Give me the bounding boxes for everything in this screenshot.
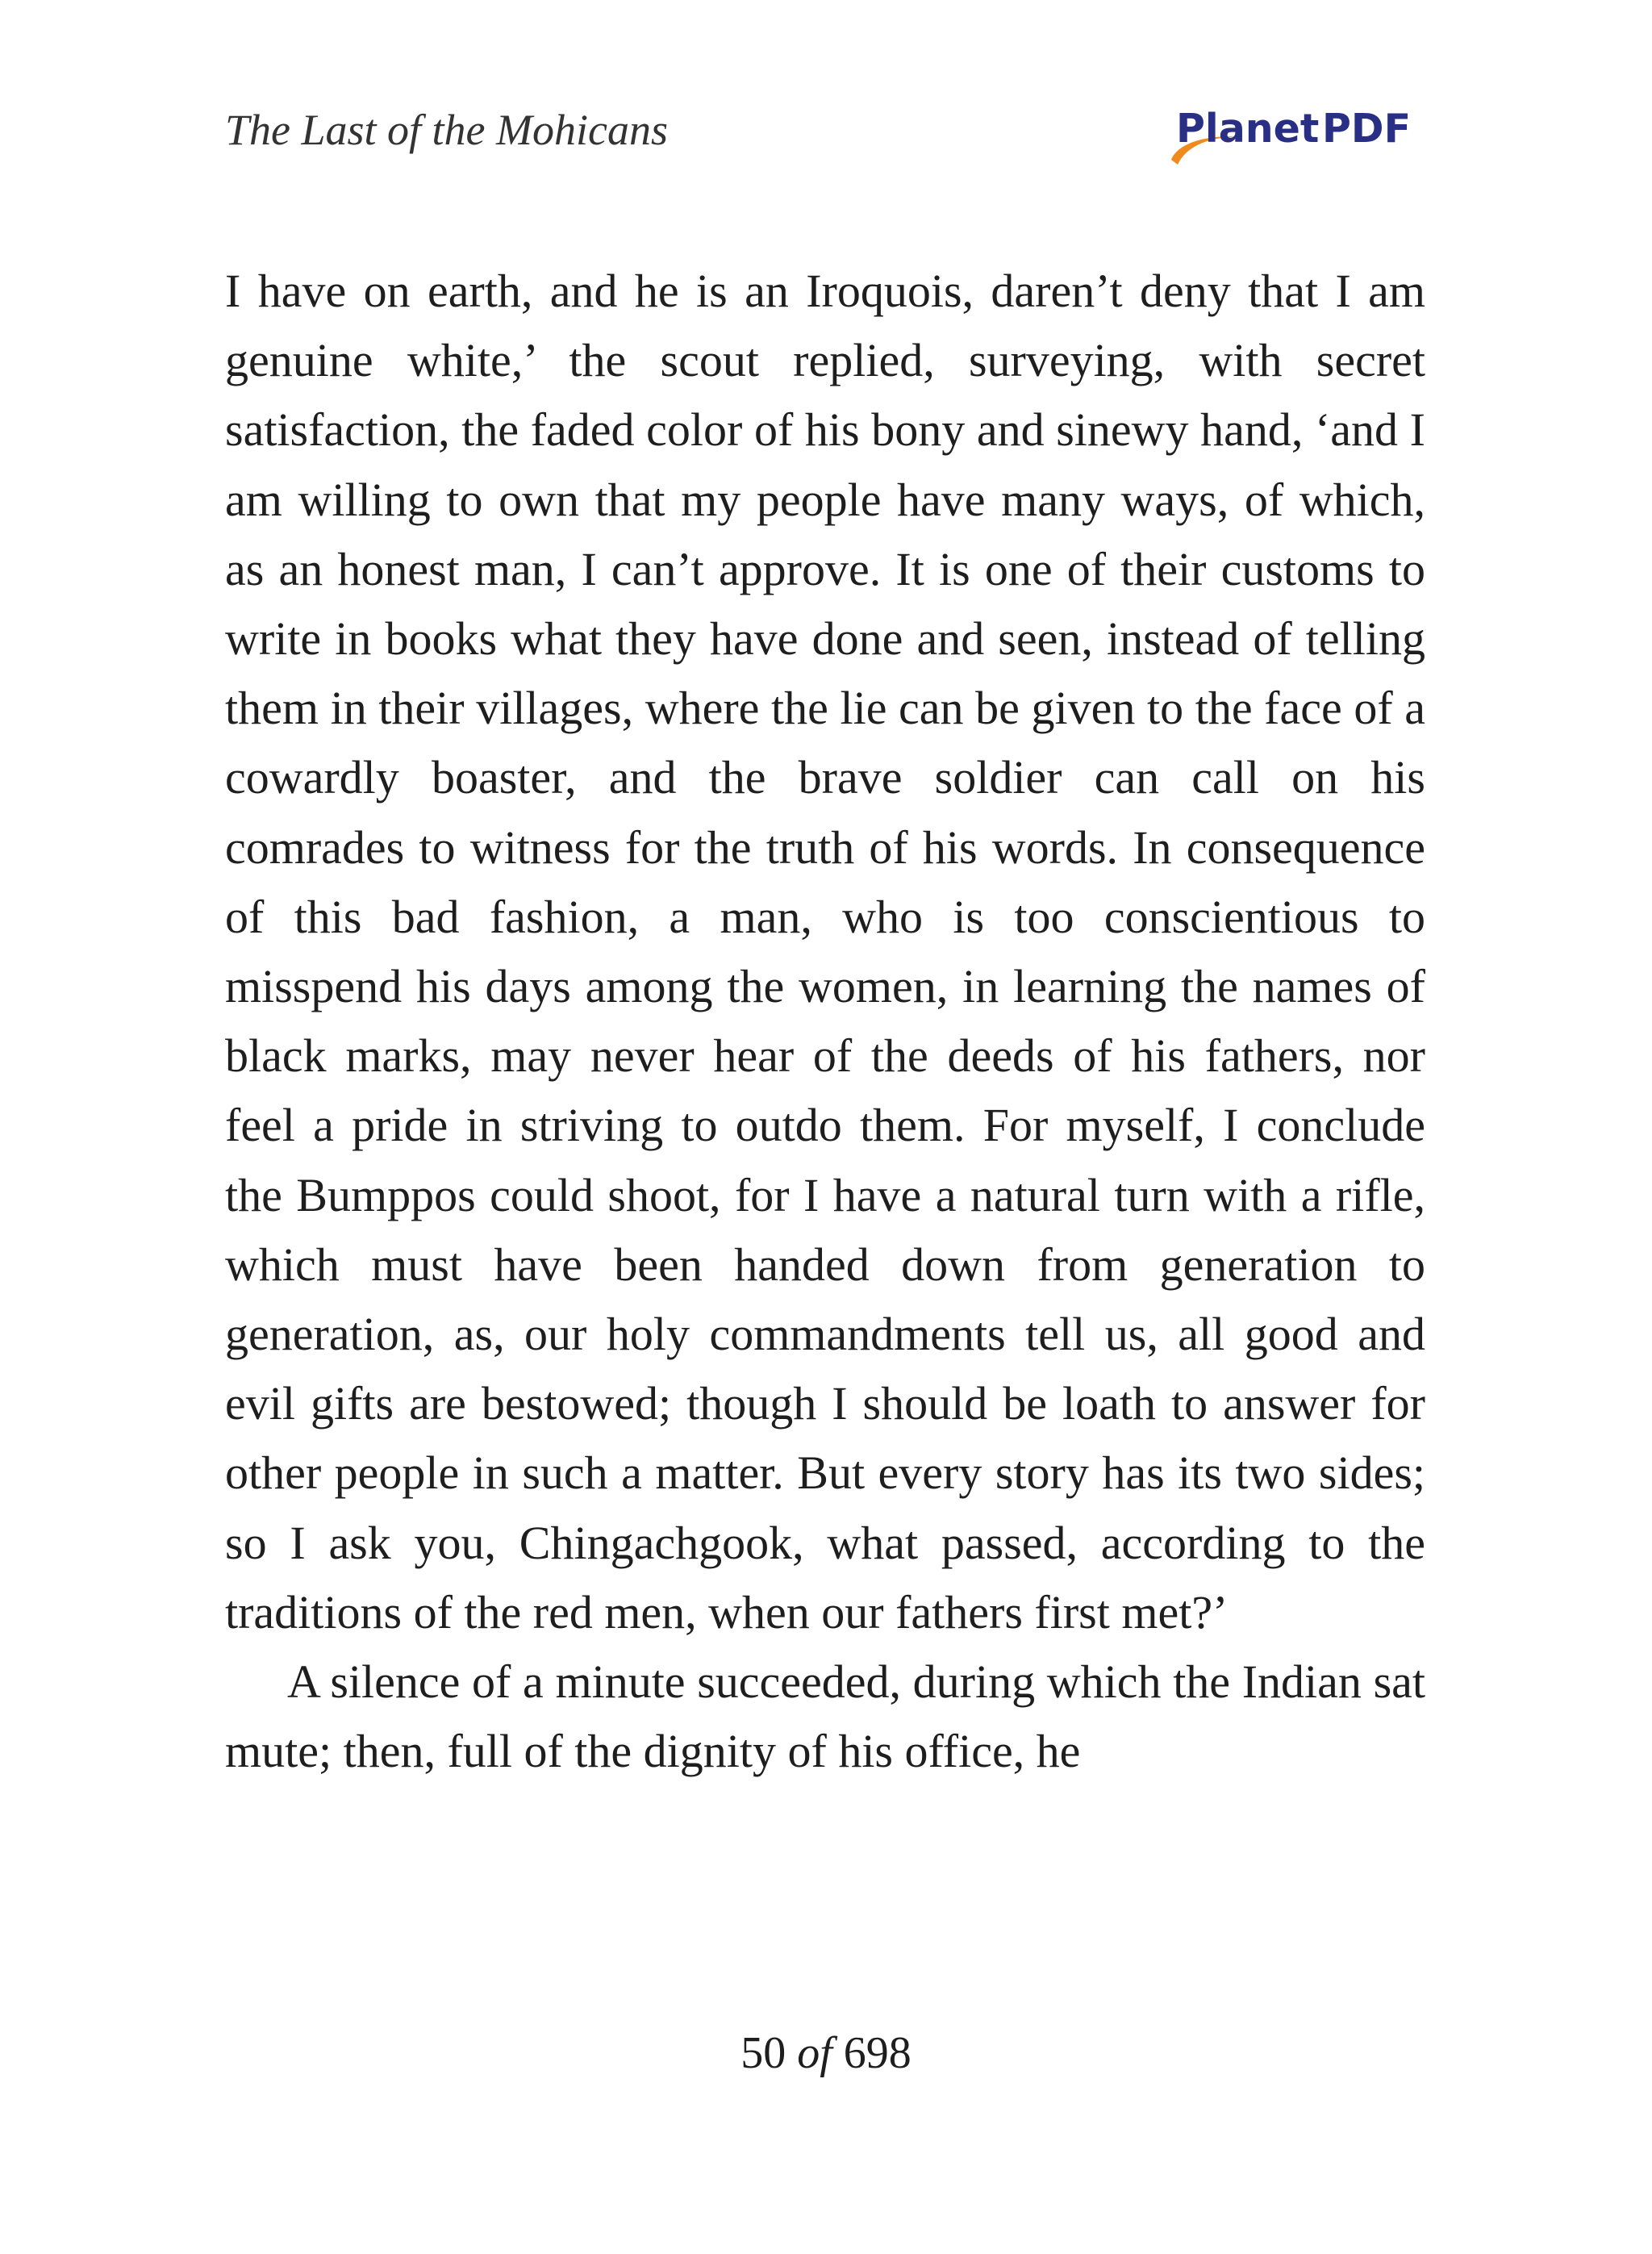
- page-header: [0, 0, 1652, 186]
- total-page-count: 698: [843, 2028, 912, 2078]
- page-of-label: of: [797, 2028, 832, 2078]
- logo-pdf-text: PDF: [1322, 106, 1412, 152]
- current-page-number: 50: [740, 2028, 786, 2078]
- page-number: [0, 2025, 1652, 2081]
- paragraph: I have on earth, and he is an Iroquois, daren’t deny that I am genuine white,’ the scout replied, surveying, with secret satisfaction, the faded color of his bony and sinewy hand, ‘and I am willing to own that my people have many ways, of which, as an honest man, I can’t approve. It is one of their customs to write in books what they have done and seen, instead of telling them in their villages, where the lie can be given to the face of a cowardly boaster, and the brave soldier can call on his comrades to witness for the truth of his words. In consequence of this bad fashion, a man, who is too conscientious to misspend his days among the women, in learning the names of black marks, may never hear of the deeds of his fathers, nor feel a pride in striving to outdo them. For myself, I conclude the Bumppos could shoot, for I have a natural turn with a rifle, which must have been handed down from generation to generation, as, our holy commandments tell us, all good and evil gifts are bestowed; though I should be loath to answer for other people in such a matter. But every story has its two sides; so I ask you, Chingachgook, what passed, according to the traditions of the red men, when our fathers first met?’: [225, 265, 1425, 1638]
- planet-pdf-logo[interactable]: [1166, 103, 1425, 168]
- paragraph: A silence of a minute succeeded, during which the Indian sat mute; then, full of the dignity of his office, he: [225, 1655, 1425, 1778]
- logo-planet-text: Planet: [1176, 106, 1320, 152]
- book-title: The Last of the Mohicans: [225, 106, 668, 154]
- body-text: [225, 257, 1425, 1786]
